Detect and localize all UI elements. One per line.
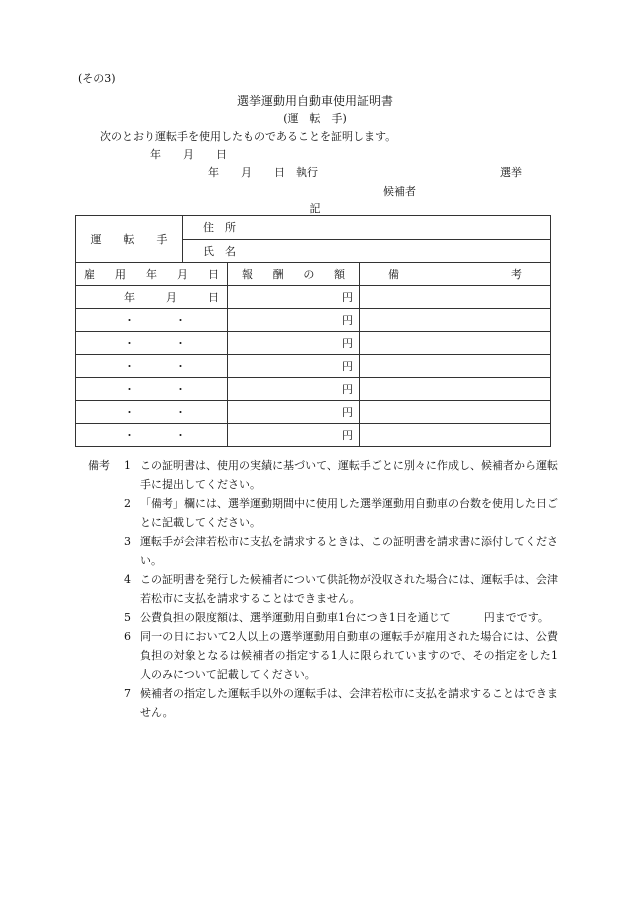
note-item-1 xyxy=(88,456,558,494)
pay-amount-header: 報 酬 の 額 xyxy=(228,263,360,286)
table-row xyxy=(76,309,551,332)
table-row xyxy=(76,401,551,424)
address-cell[interactable] xyxy=(183,216,551,240)
employment-date-cell[interactable]: ・ ・ xyxy=(76,401,228,424)
remarks-cell[interactable] xyxy=(360,424,551,447)
notes-section xyxy=(88,456,558,722)
ki-label: 記 xyxy=(309,202,321,215)
pay-amount-cell[interactable]: 円 xyxy=(228,401,360,424)
note-item-5 xyxy=(88,608,558,627)
certify-date: 年 月 日 xyxy=(150,148,227,161)
page-tag: (その3) xyxy=(78,72,116,85)
driver-label-cell: 運 転 手 xyxy=(76,216,183,263)
note-number: 4 xyxy=(124,573,131,586)
note-item-6 xyxy=(88,627,558,684)
employment-date-cell[interactable]: ・ ・ xyxy=(76,309,228,332)
employment-date-cell[interactable]: ・ ・ xyxy=(76,355,228,378)
document-title: 選挙運動用自動車使用証明書 xyxy=(236,94,393,108)
employment-date-header-text: 雇 用 年 月 日 xyxy=(84,268,219,281)
table-row xyxy=(76,424,551,447)
note-text: 同一の日において2人以上の選挙運動用自動車の運転手が雇用された場合には、公費負担の対象となるは候補者の指定する1人に限られていますので、その指定をした1人のみについて記載してください。 xyxy=(140,630,558,681)
pay-amount-cell[interactable]: 円 xyxy=(228,424,360,447)
remarks-cell[interactable] xyxy=(360,332,551,355)
note-item-4 xyxy=(88,570,558,608)
name-label: 氏 名 xyxy=(203,244,236,258)
remarks-cell[interactable] xyxy=(360,309,551,332)
address-label: 住 所 xyxy=(203,221,236,235)
remarks-cell[interactable] xyxy=(360,355,551,378)
note-number: 5 xyxy=(124,611,131,624)
remarks-cell[interactable] xyxy=(360,286,551,309)
election-date: 年 月 日 執行 xyxy=(208,166,318,179)
table-row xyxy=(76,378,551,401)
note-text: 「備考」欄には、選挙運動期間中に使用した選挙運動用自動車の台数を使用した日ごとに記載してください。 xyxy=(140,497,558,529)
document-subtitle: (運 転 手) xyxy=(283,112,347,125)
pay-amount-cell[interactable]: 円 xyxy=(228,309,360,332)
employment-date-cell[interactable]: 年 月 日 xyxy=(76,286,228,309)
remarks-header: 備 考 xyxy=(360,263,551,286)
intro-text: 次のとおり運転手を使用したものであることを証明します。 xyxy=(100,130,397,143)
election-name-label: 選挙 xyxy=(500,166,522,179)
remarks-cell[interactable] xyxy=(360,401,551,424)
note-number: 1 xyxy=(124,459,131,472)
table-row xyxy=(76,355,551,378)
note-item-7 xyxy=(88,684,558,722)
name-cell[interactable] xyxy=(183,239,551,263)
note-text: この証明書は、使用の実績に基づいて、運転手ごとに別々に作成し、候補者から運転手に提出してください。 xyxy=(140,459,558,491)
note-number: 6 xyxy=(124,630,131,643)
employment-date-cell[interactable]: ・ ・ xyxy=(76,378,228,401)
table-row xyxy=(76,332,551,355)
note-text: 公費負担の限度額は、選挙運動用自動車1台につき1日を通じて 円までです。 xyxy=(140,611,549,624)
note-text: 候補者の指定した運転手以外の運転手は、会津若松市に支払を請求することはできません。 xyxy=(140,687,558,719)
employment-date-cell[interactable]: ・ ・ xyxy=(76,332,228,355)
employment-date-cell[interactable]: ・ ・ xyxy=(76,424,228,447)
note-text: この証明書を発行した候補者について供託物が没収された場合には、運転手は、会津若松市に支払を請求することはできません。 xyxy=(140,573,558,605)
pay-amount-cell[interactable]: 円 xyxy=(228,332,360,355)
notes-heading: 備考 xyxy=(88,459,110,472)
driver-usage-table xyxy=(75,215,551,447)
employment-date-header xyxy=(76,263,228,286)
column-header-row xyxy=(76,263,551,286)
note-number: 2 xyxy=(124,497,131,510)
table-row xyxy=(76,286,551,309)
note-item-3 xyxy=(88,532,558,570)
candidate-label: 候補者 xyxy=(383,185,416,198)
remarks-cell[interactable] xyxy=(360,378,551,401)
pay-amount-cell[interactable]: 円 xyxy=(228,378,360,401)
note-number: 3 xyxy=(124,535,131,548)
pay-amount-cell[interactable]: 円 xyxy=(228,355,360,378)
note-number: 7 xyxy=(124,687,131,700)
note-item-2 xyxy=(88,494,558,532)
pay-amount-cell[interactable]: 円 xyxy=(228,286,360,309)
note-text: 運転手が会津若松市に支払を請求するときは、この証明書を請求書に添付してください。 xyxy=(140,535,558,567)
